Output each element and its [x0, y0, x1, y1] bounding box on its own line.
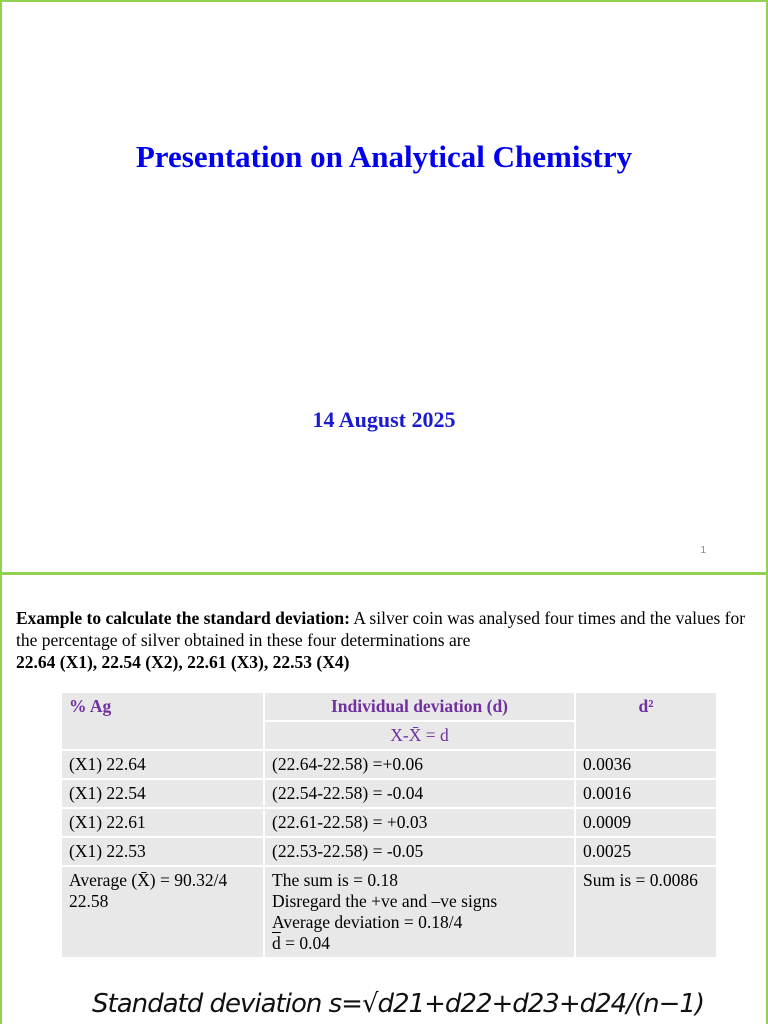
- standard-deviation-formula: Standatd deviation s=√d21+d22+d23+d24/(n−1): [92, 989, 705, 1019]
- cell-d-squared-sum: Sum is = 0.0086: [575, 866, 717, 958]
- table-summary-row: [61, 866, 717, 958]
- cell-average: [61, 866, 264, 958]
- average-expression: Average (X̄) = 90.32/4: [69, 870, 228, 890]
- presentation-title: Presentation on Analytical Chemistry: [135, 139, 633, 174]
- average-deviation-value: [272, 933, 567, 954]
- cell-d-squared: 0.0025: [575, 837, 717, 866]
- cell-deviation: (22.61-22.58) = +0.03: [264, 808, 575, 837]
- example-description: A silver coin was analysed four times and the values for the percentage of silver obtained in these four determinations are: [16, 608, 746, 650]
- slide-2: [0, 575, 768, 1024]
- table-row: [61, 808, 717, 837]
- header-deviation: Individual deviation (d): [264, 692, 575, 721]
- presentation-date: 14 August 2025: [312, 407, 456, 432]
- table-row: [61, 837, 717, 866]
- header-d-squared: d²: [575, 692, 717, 750]
- deviation-table: [60, 691, 718, 959]
- cell-ag: (X1) 22.61: [61, 808, 264, 837]
- average-deviation-expression: Average deviation = 0.18/4: [272, 912, 463, 932]
- cell-ag: (X1) 22.54: [61, 779, 264, 808]
- header-ag: % Ag: [61, 692, 264, 750]
- page-number: 1: [700, 545, 706, 556]
- measured-values: 22.64 (X1), 22.54 (X2), 22.61 (X3), 22.53 (X4): [16, 652, 350, 672]
- cell-deviation: (22.53-22.58) = -0.05: [264, 837, 575, 866]
- table-header-row: [61, 692, 717, 721]
- cell-deviation: (22.64-22.58) =+0.06: [264, 750, 575, 779]
- header-deviation-formula: X-X̄ = d: [264, 721, 575, 750]
- table-row: [61, 779, 717, 808]
- d-bar-symbol: $\overline{d}$: [272, 933, 281, 953]
- cell-ag: (X1) 22.53: [61, 837, 264, 866]
- cell-deviation: (22.54-22.58) = -0.04: [264, 779, 575, 808]
- sign-note: Disregard the +ve and –ve signs: [272, 891, 498, 911]
- cell-sum-deviation: [264, 866, 575, 958]
- table-row: [61, 750, 717, 779]
- cell-d-squared: 0.0016: [575, 779, 717, 808]
- cell-d-squared: 0.0009: [575, 808, 717, 837]
- cell-d-squared: 0.0036: [575, 750, 717, 779]
- example-intro: [16, 607, 756, 673]
- average-deviation-result: = 0.04: [280, 933, 330, 953]
- cell-ag: (X1) 22.64: [61, 750, 264, 779]
- sum-of-deviations: The sum is = 0.18: [272, 870, 399, 890]
- average-value: 22.58: [69, 891, 109, 911]
- example-heading: Example to calculate the standard deviation:: [16, 608, 350, 628]
